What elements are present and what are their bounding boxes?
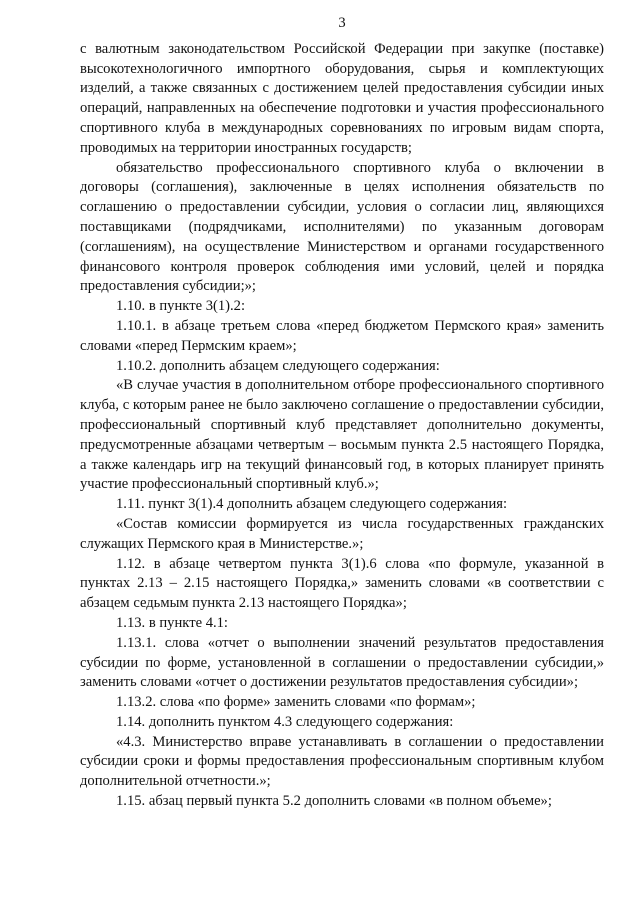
paragraph: «4.3. Министерство вправе устанавливать в соглашении о предоставлении субсидии сроки и формы предоставления профессиональным спортивным клубом дополнительной отчетности.»; — [80, 733, 604, 790]
page-number: 3 — [338, 15, 346, 31]
paragraph: 1.15. абзац первый пункта 5.2 дополнить словами «в полном объеме»; — [116, 793, 552, 810]
paragraph: «В случае участия в дополнительном отборе профессионального спортивного клуба, с которым ранее не было заключено соглашение о предоставлении субсидии, профессиональный спортивный клуб представляет дополнительно документы, предусмотренные абзацами четвертым – восьмым пункта 2.5 настоящего Порядка, а также календарь игр на текущий финансовый год, в которых планирует принять участие профессиональный спортивный клуб.»; — [80, 377, 604, 493]
paragraph: 1.14. дополнить пунктом 4.3 следующего содержания: — [116, 713, 454, 730]
paragraph: 1.13.2. слова «по форме» заменить словами «по формам»; — [116, 694, 476, 711]
paragraph: 1.11. пункт 3(1).4 дополнить абзацем следующего содержания: — [116, 496, 508, 513]
paragraph: 1.10.1. в абзаце третьем слова «перед бюджетом Пермского края» заменить словами «перед Пермским краем»; — [80, 317, 604, 354]
paragraph: обязательство профессионального спортивного клуба о включении в договоры (соглашения), заключенные в целях исполнения обязательств по соглашению о предоставлении субсидии, условия о согласии лиц, являющихся поставщиками (подрядчиками, исполнителями) по указанным договорам (соглашениям), на осуществление Министерством и органами государственного финансового контроля проверок соблюдения ими условий, целей и порядка предоставления субсидии;»; — [80, 159, 604, 295]
paragraph: «Состав комиссии формируется из числа государственных гражданских служащих Пермского края в Министерстве.»; — [80, 515, 604, 552]
paragraph: 1.13. в пункте 4.1: — [116, 614, 228, 631]
paragraph: с валютным законодательством Российской Федерации при закупке (поставке) высокотехнологичного импортного оборудования, сырья и комплектующих изделий, а также связанных с достижением целей предоставления субсидии иных операций, направленных на обеспечение подготовки и участия профессионального спортивного клуба в международных соревнованиях по игровым видам спорта, проводимых на территории иностранных государств; — [80, 40, 604, 156]
paragraph: 1.13.1. слова «отчет о выполнении значений результатов предоставления субсидии по форме, установленной в соглашении о предоставлении субсидии,» заменить словами «отчет о достижении результатов предоставления субсидии»; — [80, 634, 604, 691]
document-body — [80, 40, 604, 812]
paragraph: 1.10.2. дополнить абзацем следующего содержания: — [116, 357, 440, 374]
paragraph: 1.10. в пункте 3(1).2: — [116, 298, 246, 315]
paragraph: 1.12. в абзаце четвертом пункта 3(1).6 слова «по формуле, указанной в пунктах 2.13 – 2.15 настоящего Порядка,» заменить словами «в соответствии с абзацем седьмым пункта 2.13 настоящего Порядка»; — [80, 555, 604, 612]
